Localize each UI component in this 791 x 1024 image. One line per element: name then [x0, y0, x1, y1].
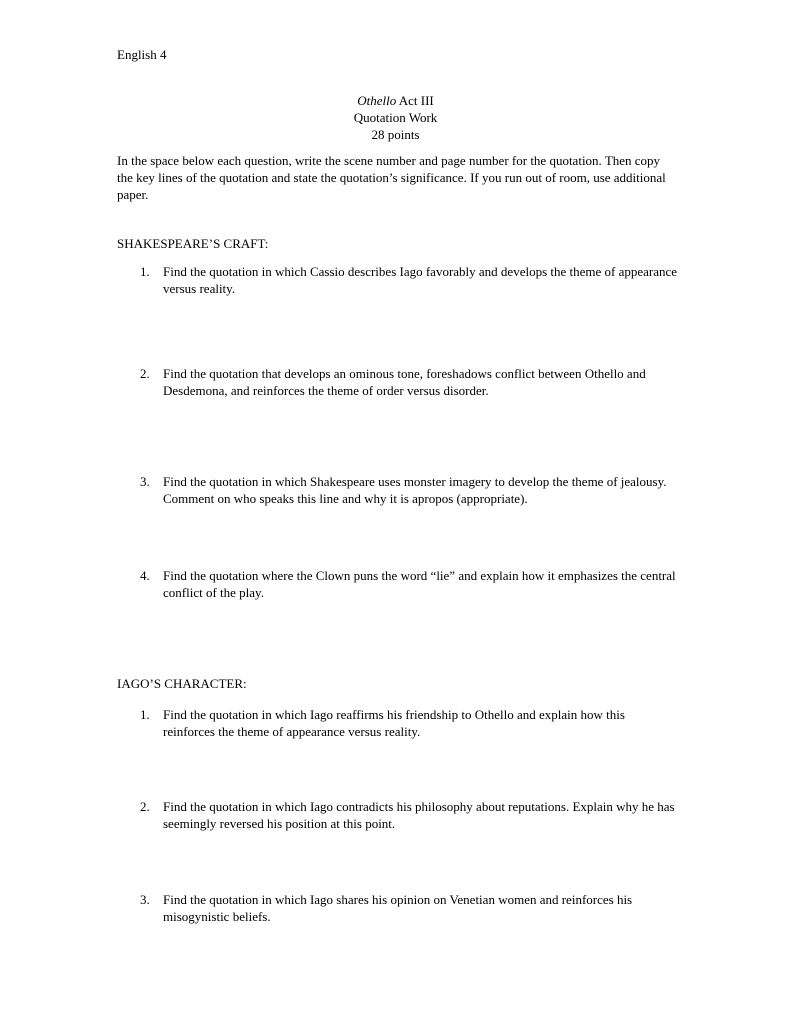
act-label: Act III	[396, 93, 434, 108]
question-text: Find the quotation in which Iago reaffirms his friendship to Othello and explain how this reinforces the theme of appearance versus reality.	[163, 707, 625, 739]
section-heading-craft: SHAKESPEARE’S CRAFT:	[117, 236, 269, 251]
question-number: 2.	[140, 799, 150, 814]
question-item	[140, 473, 680, 507]
question-number: 4.	[140, 568, 150, 583]
question-text: Find the quotation in which Shakespeare uses monster imagery to develop the theme of jealousy. Comment on who speaks this line and why it is apropos (appropriate).	[163, 474, 667, 506]
play-title: Othello	[357, 93, 397, 108]
question-text: Find the quotation in which Iago shares his opinion on Venetian women and reinforces his misogynistic beliefs.	[163, 892, 633, 924]
question-number: 3.	[140, 474, 150, 489]
section-heading-iago: IAGO’S CHARACTER:	[117, 676, 247, 691]
question-number: 1.	[140, 264, 150, 279]
question-text: Find the quotation in which Iago contradicts his philosophy about reputations. Explain why he has seemingly reversed his position at this point.	[163, 799, 675, 831]
question-item	[140, 365, 680, 399]
question-item	[140, 263, 680, 297]
instructions-text-2: If you run out of room, use additional paper.	[117, 170, 666, 202]
question-item	[140, 706, 680, 740]
instructions-text-1: In the space below each question, write the scene number and page number for the quotation. Then copy the key lines of the quotation and	[117, 153, 661, 185]
course-name: English 4	[117, 47, 167, 62]
title-block	[0, 92, 791, 143]
worksheet-subtitle: Quotation Work	[353, 110, 438, 125]
question-number: 2.	[140, 366, 150, 381]
question-item	[140, 891, 680, 925]
question-number: 1.	[140, 707, 150, 722]
question-text: Find the quotation that develops an ominous tone, foreshadows conflict between Othello and Desdemona, and reinforces the theme of order versus disorder.	[163, 366, 646, 398]
worksheet-title	[0, 92, 791, 109]
instructions-paragraph	[117, 152, 677, 203]
question-item	[140, 567, 680, 601]
question-text: Find the quotation where the Clown puns the word “lie” and explain how it emphasizes the central conflict of the play.	[163, 568, 676, 600]
points-total: 28 points	[371, 127, 420, 142]
instructions-emphasis: state the quotation’s significance.	[293, 170, 467, 185]
question-number: 3.	[140, 892, 150, 907]
question-text: Find the quotation in which Cassio describes Iago favorably and develops the theme of appearance versus reality.	[163, 264, 678, 296]
question-item	[140, 798, 680, 832]
